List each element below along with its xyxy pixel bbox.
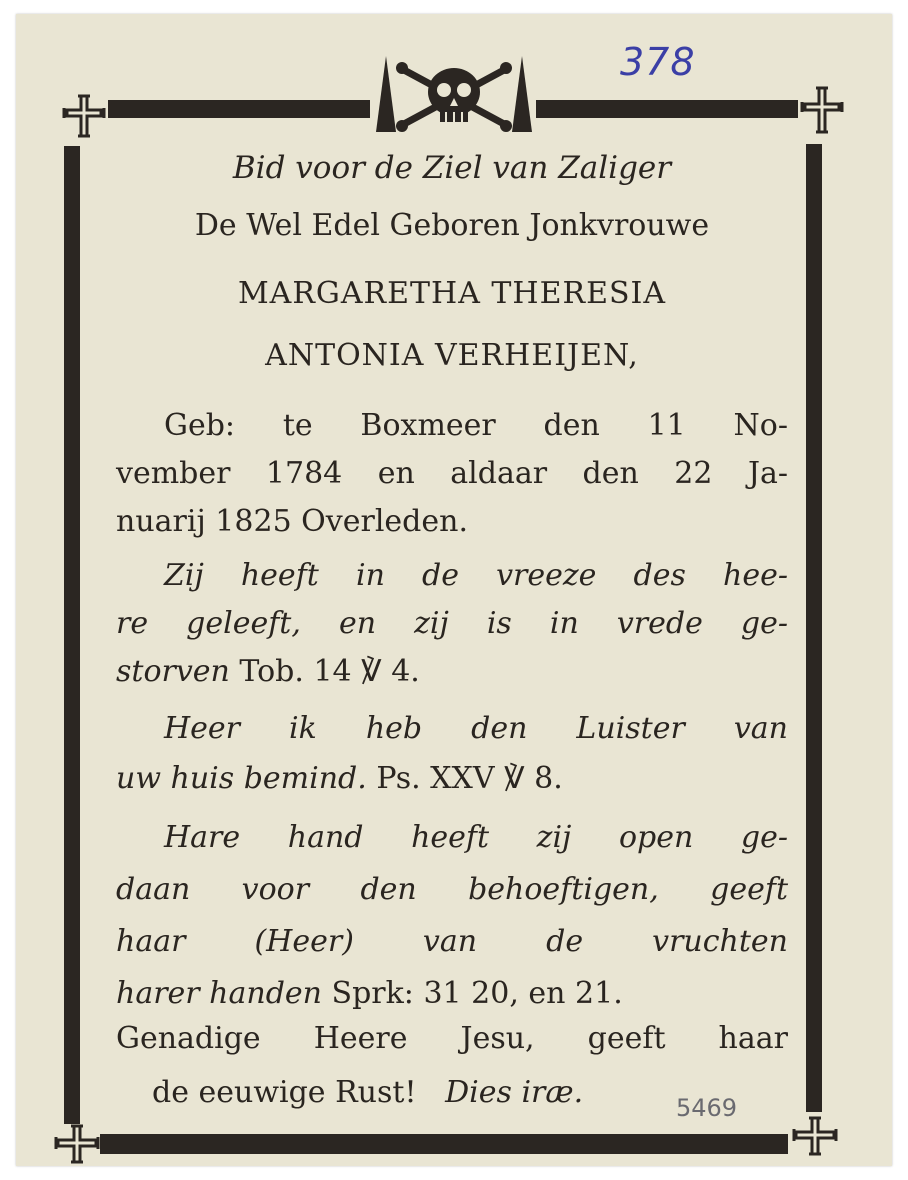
verse-text: storven xyxy=(116,654,230,689)
cross-icon xyxy=(800,86,844,134)
border-left xyxy=(64,146,80,1124)
cross-icon xyxy=(54,1124,100,1164)
text-line xyxy=(116,754,788,804)
closing-prayer xyxy=(116,1012,788,1120)
text-line: Zij heeft in de vreeze des hee- xyxy=(164,558,788,593)
handwritten-archive-number: 378 xyxy=(620,40,696,84)
cross-icon xyxy=(62,94,106,138)
text-line: Heer ik heb den Luister van xyxy=(164,711,788,746)
text-line xyxy=(116,1066,788,1120)
text-line: haar (Heer) van de vruchten xyxy=(116,924,788,959)
text-line: Geb: te Boxmeer den 11 No- xyxy=(164,408,788,443)
text-line: daan voor den behoeftigen, geeft xyxy=(116,872,788,907)
border-top-left xyxy=(108,100,370,118)
verse-text: harer handen xyxy=(116,976,322,1011)
text-line: Genadige Heere Jesu, geeft haar xyxy=(116,1021,788,1056)
border-bottom xyxy=(100,1134,788,1154)
text-line: re geleeft, en zij is in vrede ge- xyxy=(116,606,788,641)
border-top-right xyxy=(536,100,798,118)
closing-text: de eeuwige Rust! xyxy=(152,1075,417,1110)
prayer-heading: Bid voor de Ziel van Zaliger xyxy=(232,150,672,186)
verse-reference: Sprk: 31 20, en 21. xyxy=(322,976,623,1011)
dies-irae: Dies iræ. xyxy=(445,1075,584,1110)
border-right xyxy=(806,144,822,1112)
verse-tobit xyxy=(116,552,788,696)
verse-reference: Tob. 14 ℣ 4. xyxy=(229,654,420,689)
text-line: Hare hand heeft zij open ge- xyxy=(164,820,788,855)
memorial-card xyxy=(16,14,892,1166)
name-line-1: MARGARETHA THERESIA xyxy=(237,276,667,311)
verse-psalm xyxy=(116,704,788,804)
handwritten-catalog-number: 5469 xyxy=(676,1094,738,1122)
text-line: nuarij 1825 Overleden. xyxy=(116,504,468,539)
title-line: De Wel Edel Geboren Jonkvrouwe xyxy=(194,208,710,243)
name-line-2: ANTONIA VERHEIJEN, xyxy=(265,338,639,373)
text-line: vember 1784 en aldaar den 22 Ja- xyxy=(116,456,788,491)
cross-icon xyxy=(792,1116,838,1156)
skull-and-crossbones-icon xyxy=(370,50,538,138)
birth-death-paragraph xyxy=(116,402,788,546)
verse-reference: Ps. XXV ℣ 8. xyxy=(366,761,563,796)
verse-proverbs xyxy=(116,812,788,1020)
text-line xyxy=(116,648,788,696)
verse-text: uw huis bemind. xyxy=(116,761,367,796)
